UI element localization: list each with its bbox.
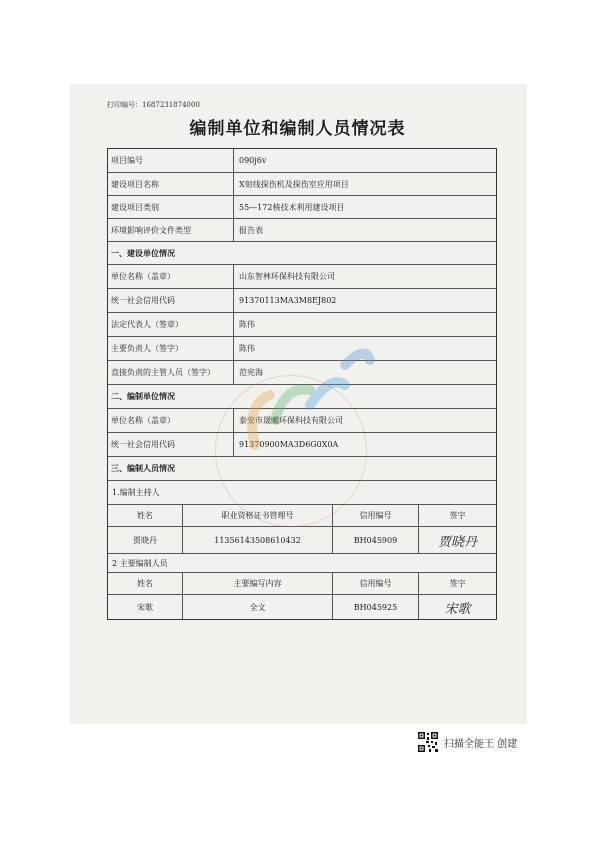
row-value: 陈伟 — [239, 320, 255, 329]
row-value: 范宪海 — [239, 368, 263, 377]
row-label: 项目编号 — [108, 149, 234, 172]
row-label: 建设项目类别 — [108, 196, 234, 218]
row-label: 统一社会信用代码 — [108, 433, 234, 456]
table-row — [108, 264, 496, 288]
row-label: 主要负责人（签字） — [108, 337, 234, 360]
subsection-heading-text: 2 主要编制人员 — [112, 558, 168, 568]
footer-text: 扫描全能王 创建 — [444, 738, 518, 750]
cell-certificate: 11356143508610432 — [183, 527, 333, 553]
row-value: 陈伟 — [239, 344, 255, 353]
column-header: 职业资格证书管理号 — [183, 505, 333, 526]
table-row — [108, 149, 496, 172]
row-label: 统一社会信用代码 — [108, 289, 234, 312]
cell-name: 宋歌 — [108, 595, 183, 619]
row-value: 泰安市晟曦环保科技有限公司 — [239, 416, 343, 425]
page-title: 编制单位和编制人员情况表 — [189, 119, 406, 139]
cell-name: 贾晓丹 — [108, 527, 183, 553]
row-value: 报告表 — [239, 225, 263, 235]
row-label: 法定代表人（签章） — [108, 313, 234, 336]
row-label: 单位名称（盖章） — [108, 265, 234, 288]
section-heading-text: 三、编制人员情况 — [111, 463, 175, 473]
print-number: 打印编号：1687231874000 — [107, 101, 200, 109]
table-row — [108, 312, 496, 336]
table-row — [108, 594, 496, 619]
column-header: 签字 — [449, 579, 466, 588]
row-value: 91370113MA3M8EJ802 — [239, 296, 337, 305]
cell-signature — [419, 595, 496, 619]
section-heading-text: 二、编制单位情况 — [111, 391, 175, 401]
row-value: 55—172核技术利用建设项目 — [239, 202, 345, 212]
cell-signature — [419, 527, 496, 553]
row-label: 直接负责的主管人员（签字） — [108, 361, 234, 384]
row-label: 建设项目名称 — [108, 173, 234, 195]
column-header: 信用编号 — [333, 505, 419, 526]
column-header: 姓名 — [108, 505, 183, 526]
table-row — [108, 218, 496, 241]
cell-credit-number: BH045909 — [333, 527, 419, 553]
table-row — [108, 526, 496, 553]
row-label: 环境影响评价文件类型 — [108, 219, 234, 241]
section-heading — [108, 241, 496, 264]
column-header: 签字 — [449, 511, 466, 520]
table-row — [108, 336, 496, 360]
official-seal — [215, 375, 367, 527]
cell-credit-number: BH045925 — [333, 595, 419, 619]
subsection-heading — [108, 553, 496, 572]
qr-code-icon — [417, 731, 439, 753]
row-value: 090j6v — [239, 156, 267, 165]
row-value: 91370900MA3D6G0X0A — [239, 440, 339, 449]
row-value: X射线探伤机及探伤室应用项目 — [239, 179, 349, 189]
table-row — [108, 195, 496, 218]
handwritten-signature: 宋歌 — [444, 601, 471, 617]
row-value: 山东智林环保科技有限公司 — [239, 272, 335, 281]
subsection-heading-text: 1.编制主持人 — [112, 488, 160, 497]
footer — [417, 731, 517, 753]
column-header: 信用编号 — [333, 573, 419, 594]
handwritten-signature: 贾晓丹 — [437, 534, 477, 550]
cell-content: 全文 — [183, 595, 333, 619]
section-heading-text: 一、建设单位情况 — [111, 247, 175, 258]
column-header: 姓名 — [108, 573, 183, 594]
column-header: 主要编写内容 — [183, 573, 333, 594]
table-header-row — [108, 572, 496, 594]
table-row — [108, 288, 496, 312]
row-label: 单位名称（盖章） — [108, 409, 234, 432]
table-row — [108, 172, 496, 195]
